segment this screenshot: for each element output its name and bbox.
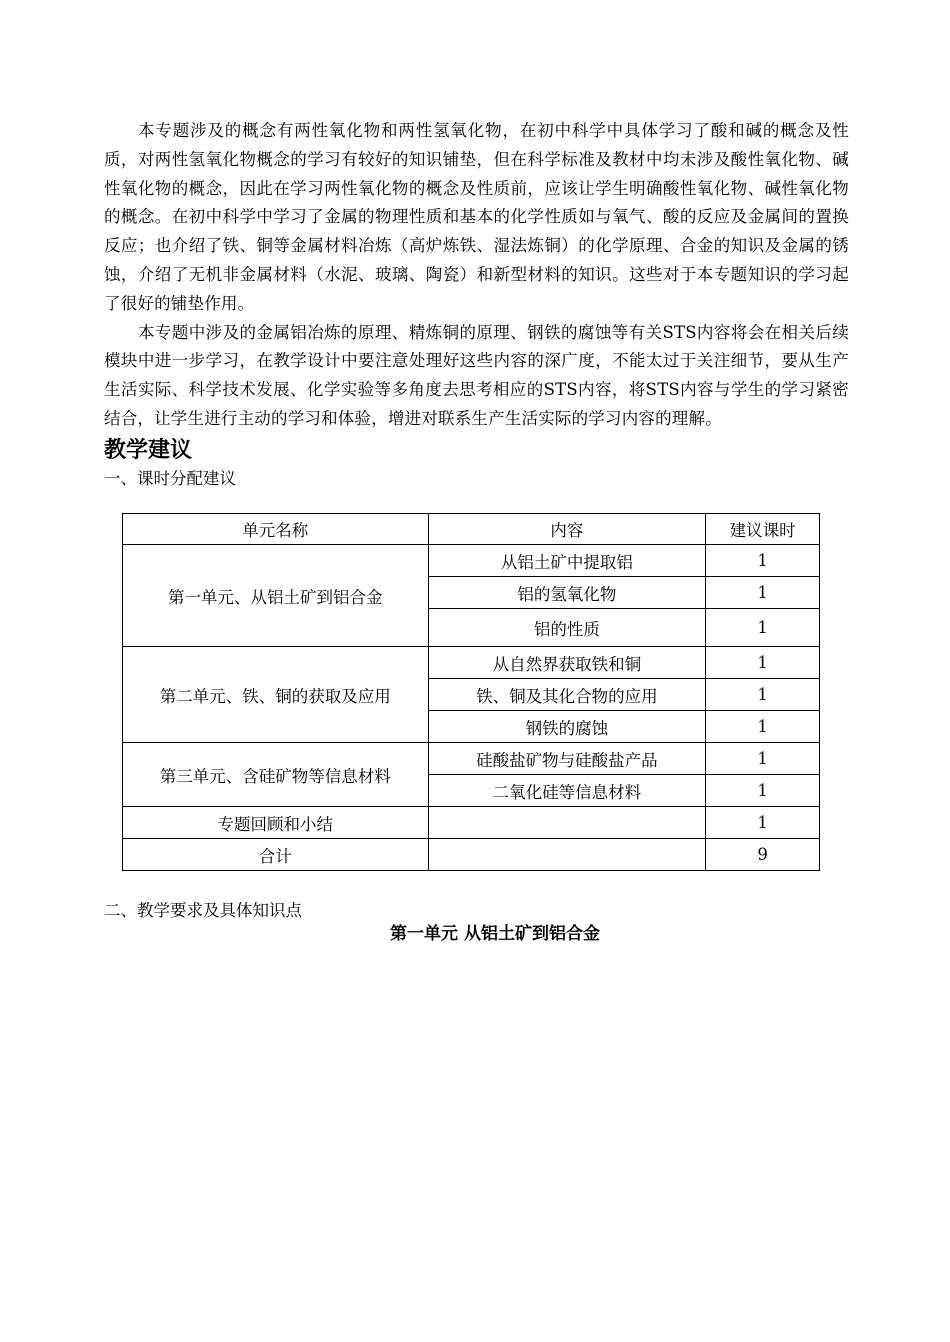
content-cell: 铝的氢氧化物 xyxy=(428,577,706,609)
hours-cell: 1 xyxy=(706,775,820,807)
content-cell xyxy=(428,807,706,839)
header-content: 内容 xyxy=(428,514,706,545)
hours-cell: 1 xyxy=(706,609,820,647)
hour-allocation-table xyxy=(122,513,820,871)
subheading-teaching-requirements: 二、教学要求及具体知识点 xyxy=(104,901,302,920)
content-cell: 硅酸盐矿物与硅酸盐产品 xyxy=(428,743,706,775)
unit-name-cell: 第二单元、铁、铜的获取及应用 xyxy=(123,647,429,743)
table-row xyxy=(123,743,820,775)
subheading-hour-allocation: 一、课时分配建议 xyxy=(104,468,236,488)
content-cell: 从铝土矿中提取铝 xyxy=(428,545,706,577)
content-cell: 铁、铜及其化合物的应用 xyxy=(428,679,706,711)
page-body xyxy=(104,117,849,492)
unit-name-cell: 合计 xyxy=(123,839,429,871)
unit-name-cell: 第一单元、从铝土矿到铝合金 xyxy=(123,545,429,647)
hours-cell: 1 xyxy=(706,807,820,839)
unit-title: 第一单元 从铝土矿到铝合金 xyxy=(390,924,600,944)
unit-name-cell: 第三单元、含硅矿物等信息材料 xyxy=(123,743,429,807)
content-cell: 铝的性质 xyxy=(428,609,706,647)
hours-cell: 1 xyxy=(706,743,820,775)
section-title: 教学建议 xyxy=(104,437,193,463)
hours-cell: 1 xyxy=(706,577,820,609)
content-cell xyxy=(428,839,706,871)
hours-cell: 1 xyxy=(706,679,820,711)
intro-paragraph-2: 本专题中涉及的金属铝冶炼的原理、精炼铜的原理、钢铁的腐蚀等有关STS内容将会在相关后续模块中进一步学习，在教学设计中要注意处理好这些内容的深广度，不能太过于关注细节，要从生产生活实际、科学技术发展、化学实验等多角度去思考相应的STS内容，将STS内容与学生的学习紧密结合，让学生进行主动的学习和体验，增进对联系生产生活实际的学习内容的理解。 xyxy=(104,322,849,428)
header-unit-name: 单元名称 xyxy=(123,514,429,545)
table-row-total xyxy=(123,839,820,871)
header-hours: 建议课时 xyxy=(706,514,820,545)
unit-name-cell: 专题回顾和小结 xyxy=(123,807,429,839)
intro-paragraph-1: 本专题涉及的概念有两性氧化物和两性氢氧化物，在初中科学中具体学习了酸和碱的概念及性质，对两性氢氧化物概念的学习有较好的知识铺垫，但在科学标准及教材中均未涉及酸性氧化物、碱性氧化物的概念，因此在学习两性氧化物的概念及性质前，应该让学生明确酸性氧化物、碱性氧化物的概念。在初中科学中学习了金属的物理性质和基本的化学性质如与氧气、酸的反应及金属间的置换反应；也介绍了铁、铜等金属材料冶炼（高炉炼铁、湿法炼铜）的化学原理、合金的知识及金属的锈蚀，介绍了无机非金属材料（水泥、玻璃、陶瓷）和新型材料的知识。这些对于本专题知识的学习起了很好的铺垫作用。 xyxy=(104,121,849,313)
hours-cell: 1 xyxy=(706,545,820,577)
content-cell: 从自然界获取铁和铜 xyxy=(428,647,706,679)
hours-cell: 1 xyxy=(706,711,820,743)
table-row xyxy=(123,545,820,577)
hours-cell: 9 xyxy=(706,839,820,871)
content-cell: 钢铁的腐蚀 xyxy=(428,711,706,743)
table-row-review xyxy=(123,807,820,839)
table-header-row xyxy=(123,514,820,545)
content-cell: 二氧化硅等信息材料 xyxy=(428,775,706,807)
hours-cell: 1 xyxy=(706,647,820,679)
table-row xyxy=(123,647,820,679)
